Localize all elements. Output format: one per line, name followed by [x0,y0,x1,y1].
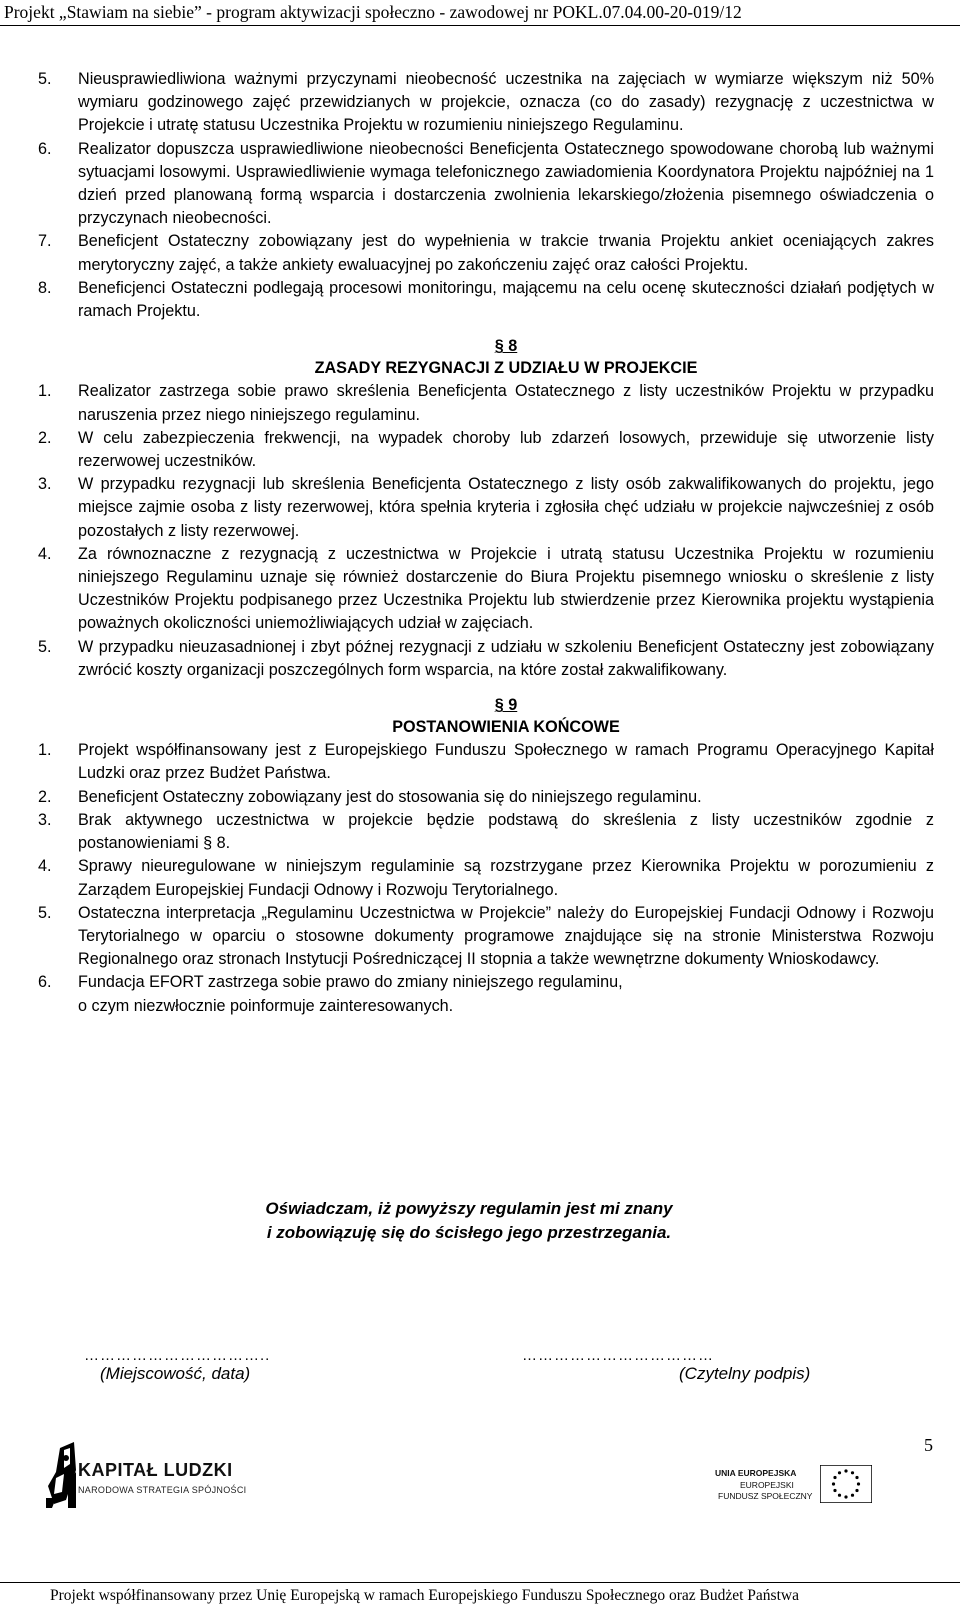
header-divider [0,25,960,26]
list-item [38,230,934,276]
page-footer: Projekt współfinansowany przez Unię Europejską w ramach Europejskiego Funduszu Społecznego oraz Budżet Państwa [50,1587,799,1604]
item-number: 6. [38,139,52,158]
item-text: Realizator dopuszcza usprawiedliwione nieobecności Beneficjenta Ostatecznego spowodowane chorobą lub ważnymi sytuacjami losowymi. Usprawiedliwienie wymaga telefonicznego zawiadomienia Koordynatora Projektu najpóźniej na 1 dzień przed planowaną formą wsparcia i dostarczenia zwolnienia lekarskiego/złożenia pisemnego oświadczenia o przyczynach nieobecności. [78,139,934,228]
list-item [38,786,934,809]
item-text-continued: o czym niezwłocznie poinformuje zainteresowanych. [78,996,454,1015]
item-number: 4. [38,857,52,876]
item-text: Fundacja EFORT zastrzega sobie prawo do zmiany niniejszego regulaminu, [78,973,623,992]
signature-label-left: (Miejscowość, data) [100,1364,251,1383]
eu-flag-icon [820,1465,872,1503]
declaration-line-2: i zobowiązuję się do ścisłego jego przestrzegania. [266,1223,672,1242]
item-text: Brak aktywnego uczestnictwa w projekcie będzie podstawą do skreślenia z listy uczestników zgodnie z postanowieniami § 8. [78,810,934,853]
item-text: Nieusprawiedliwiona ważnymi przyczynami nieobecność uczestnika na zajęciach w wymiarze większym niż 50% wymiaru godzinowego zajęć przewidzianych w projekcie, oznacza (co do zasady) rezygnację z uczestnictwa w Projekcie i utratę statusu Uczestnika Projektu w rozumieniu niniejszego Regulaminu. [78,70,934,135]
document-body [38,68,934,1018]
item-text: Za równoznaczne z rezygnacją z uczestnictwa w Projekcie i utratą statusu Uczestnika Projektu w rozumieniu niniejszego Regulaminu uznaje się również dostarczenie do Biura Projektu pisemnego wniosku o skreślenie z listy Uczestników Projektu podpisanego przez Uczestnika Projektu lub stwierdzenie przez Kierownika projektu wystąpienia poważnych okoliczności uniemożliwiających udział w zajęciach. [78,544,934,633]
item-number: 5. [38,70,52,88]
list-item [38,543,934,636]
eu-logo-line-2: EUROPEJSKI [740,1480,794,1490]
list-item [38,636,934,682]
section-8-heading [78,323,934,380]
item-number: 3. [38,810,52,829]
signature-dots-right: ……………………………… [522,1347,714,1364]
item-text: Projekt współfinansowany jest z Europejskiego Funduszu Społecznego w ramach Programu Operacyjnego Kapitał Ludzki oraz przez Budżet Państwa. [78,741,934,783]
list-item [38,739,934,785]
list-item [38,855,934,901]
signature-label-right: (Czytelny podpis) [679,1364,811,1383]
item-text: W przypadku rezygnacji lub skreślenia Beneficjenta Ostatecznego z listy osób zakwalifikowanych do projektu, jego miejsce zajmie osoba z listy rezerwowej, która spełnia kryteria i zgłosiła chęć udziału w projekcie najwcześniej z osób pozostałych z listy rezerwowej. [78,475,934,540]
item-number: 1. [38,382,52,401]
signature-dots-left: …………………………….. [84,1347,271,1364]
declaration-line-1: Oświadczam, iż powyższy regulamin jest mi znany [265,1199,673,1218]
list-item [38,902,934,972]
section-7-tail [38,68,934,323]
list-item [38,427,934,473]
item-text: W celu zabezpieczenia frekwencji, na wypadek choroby lub zdarzeń losowych, przewiduje się utworzenie listy rezerwowej uczestników. [78,428,934,471]
item-number: 1. [38,741,52,760]
item-number: 2. [38,428,52,447]
item-number: 8. [38,278,52,297]
item-number: 5. [38,903,52,922]
item-text: W przypadku nieuzasadnionej i zbyt późnej rezygnacji z udziału w szkoleniu Beneficjent Ostateczny jest zobowiązany zwrócić koszty organizacji poszczególnych form wsparcia, na które został zakwalifikowany. [78,637,934,679]
item-number: 7. [38,232,52,251]
section-number: § 8 [494,337,518,356]
page-header: Projekt „Stawiam na siebie” - program aktywizacji społeczno - zawodowej nr POKL.07.04.00-20-019/12 [4,2,742,22]
section-9-heading [78,682,934,739]
item-text: Ostateczna interpretacja „Regulaminu Uczestnictwa w Projekcie” należy do Europejskiej Fundacji Odnowy i Rozwoju Terytorialnego w oparciu o stosowne dokumenty programowe znajdujące się na stronie Ministerstwa Rozwoju Regionalnego oraz stronach Instytucji Pośredniczącej II stopnia a także wewnętrzne dokumenty Wnioskodawcy. [78,903,934,969]
item-number: 6. [38,973,52,992]
item-text: Sprawy nieuregulowane w niniejszym regulaminie są rozstrzygane przez Kierownika Projektu w porozumieniu z Zarządem Europejskiej Fundacji Odnowy i Rozwoju Terytorialnego. [78,857,934,899]
item-number: 3. [38,475,52,494]
section-8-list [38,380,934,682]
section-title: ZASADY REZYGNACJI Z UDZIAŁU W PROJEKCIE [314,359,698,378]
item-text: Realizator zastrzega sobie prawo skreślenia Beneficjenta Ostatecznego z listy uczestników Projektu w przypadku naruszenia przez niego niniejszego regulaminu. [78,382,934,424]
list-item [38,473,934,543]
eu-logo-line-1: UNIA EUROPEJSKA [715,1468,797,1478]
item-number: 2. [38,787,52,806]
declaration [0,1197,960,1245]
item-text: Beneficjenci Ostateczni podlegają procesowi monitoringu, mającemu na celu ocenę skuteczności działań podjętych w ramach Projektu. [78,278,934,321]
section-number: § 9 [494,696,518,715]
list-item [38,971,934,1017]
footer-divider [0,1582,960,1583]
item-number: 4. [38,544,52,563]
list-item [38,809,934,855]
item-number: 5. [38,637,52,656]
section-title: POSTANOWIENIA KOŃCOWE [392,718,620,737]
page-number: 5 [924,1435,933,1455]
eu-logo-line-3: FUNDUSZ SPOŁECZNY [718,1491,813,1501]
kapital-ludzki-subtitle: NARODOWA STRATEGIA SPÓJNOŚCI [78,1485,247,1495]
list-item [38,68,934,138]
item-text: Beneficjent Ostateczny zobowiązany jest do stosowania się do niniejszego regulaminu. [78,787,702,806]
list-item [38,380,934,426]
item-text: Beneficjent Ostateczny zobowiązany jest do wypełnienia w trakcie trwania Projektu ankiet oceniających zakres merytoryczny zajęć, a także ankiety ewaluacyjnej po zakończeniu zajęć oraz całości Projektu. [78,232,934,274]
section-9-list [38,739,934,1017]
list-item [38,277,934,323]
list-item [38,138,934,231]
kapital-ludzki-title: KAPITAŁ LUDZKI [78,1460,233,1480]
